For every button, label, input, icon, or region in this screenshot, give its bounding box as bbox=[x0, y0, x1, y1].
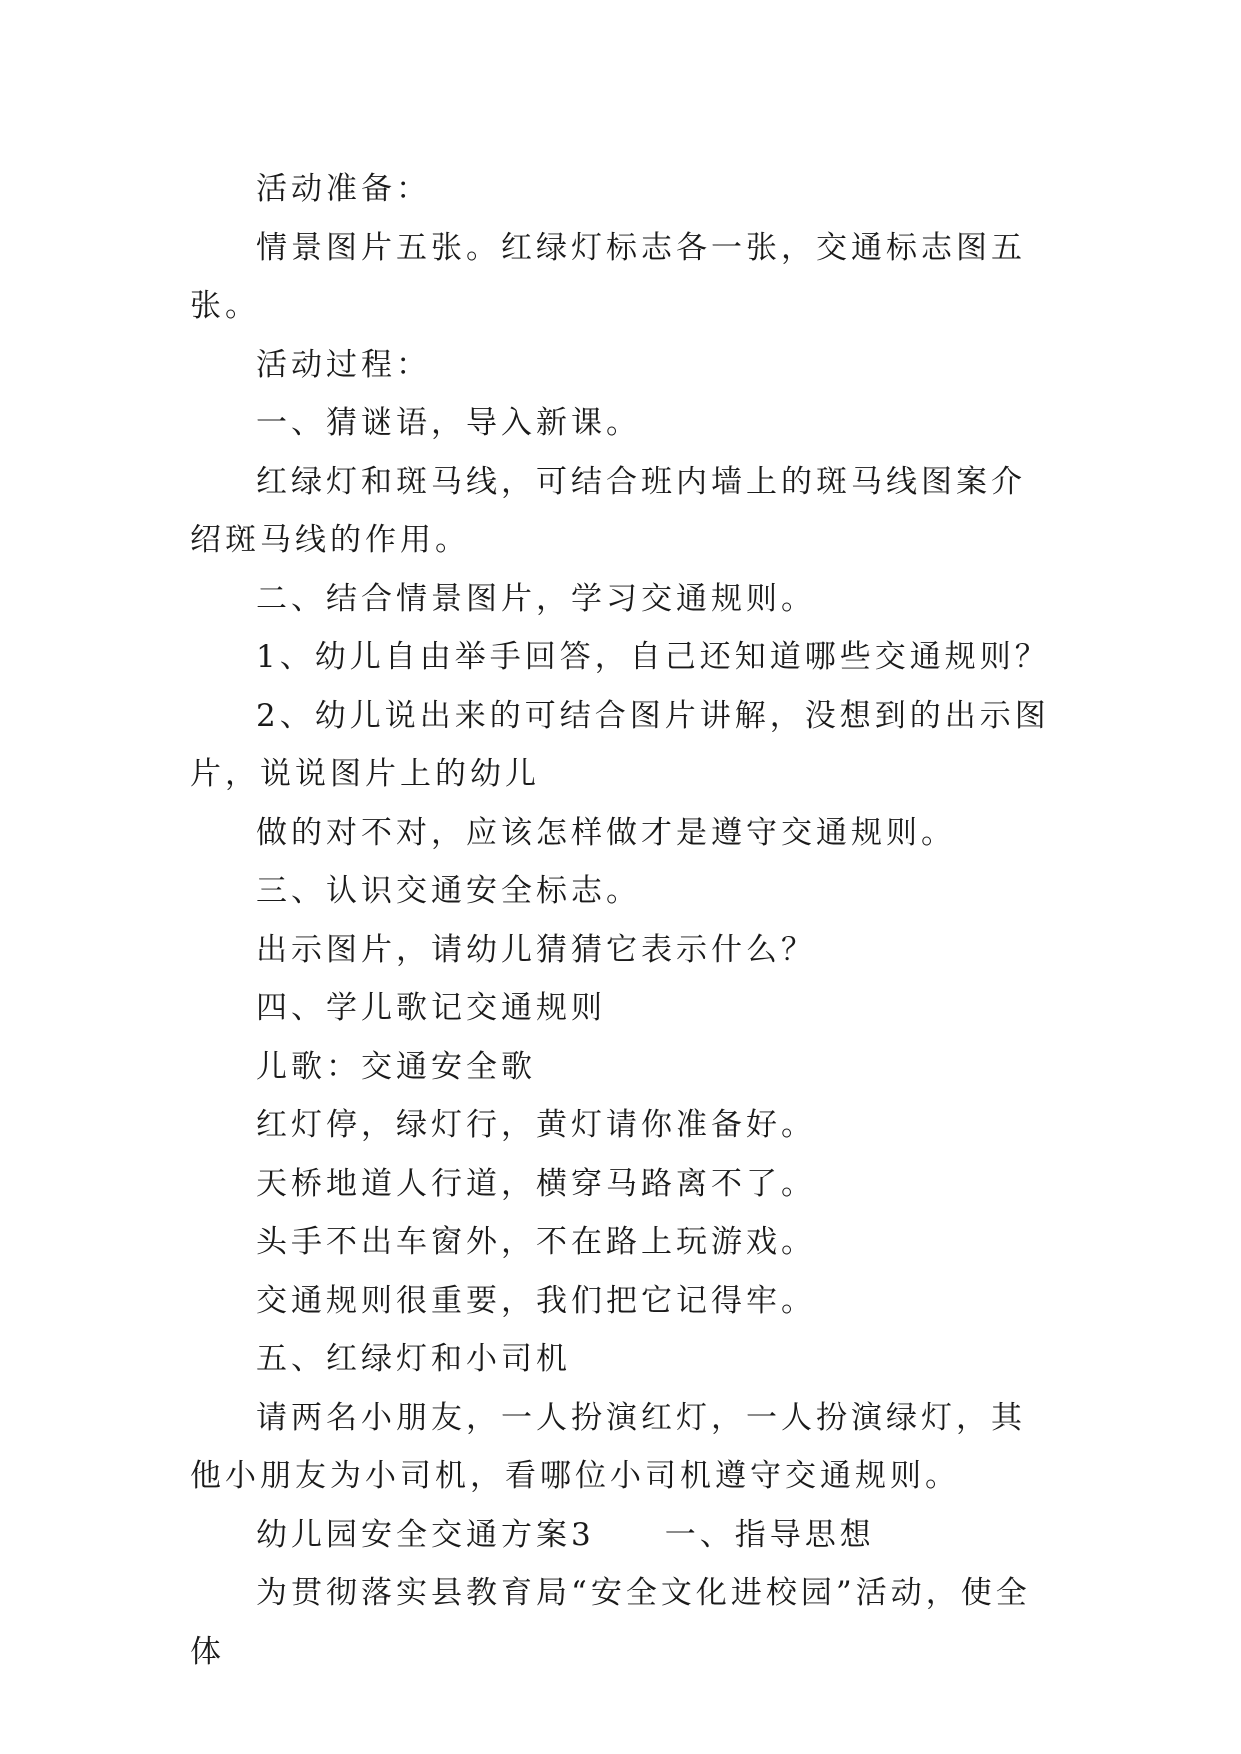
paragraph: 1、幼儿自由举手回答，自己还知道哪些交通规则？ bbox=[256, 639, 1050, 675]
paragraph: 活动过程： bbox=[256, 346, 431, 383]
section-heading-title: 幼儿园安全交通方案3 bbox=[256, 1516, 595, 1553]
paragraph: 情景图片五张。红绿灯标志各一张，交通标志图五张。 bbox=[190, 229, 1026, 324]
paragraph: 天桥地道人行道，横穿马路离不了。 bbox=[256, 1165, 816, 1202]
paragraph: 红绿灯和斑马线，可结合班内墙上的斑马线图案介绍斑马线的作用。 bbox=[190, 463, 1026, 558]
paragraph: 头手不出车窗外，不在路上玩游戏。 bbox=[256, 1224, 816, 1260]
paragraph: 出示图片，请幼儿猜猜它表示什么？ bbox=[256, 931, 816, 968]
document-body bbox=[190, 160, 1060, 1681]
paragraph: 三、认识交通安全标志。 bbox=[256, 873, 641, 909]
section-heading bbox=[190, 1506, 1060, 1565]
paragraph: 做的对不对，应该怎样做才是遵守交通规则。 bbox=[256, 814, 956, 851]
paragraph: 请两名小朋友，一人扮演红灯，一人扮演绿灯，其他小朋友为小司机，看哪位小司机遵守交通规则。 bbox=[190, 1399, 1026, 1494]
paragraph: 四、学儿歌记交通规则 bbox=[256, 990, 606, 1026]
paragraph: 一、猜谜语，导入新课。 bbox=[256, 405, 641, 441]
paragraph: 五、红绿灯和小司机 bbox=[256, 1341, 571, 1377]
paragraph: 红灯停，绿灯行，黄灯请你准备好。 bbox=[256, 1107, 816, 1143]
paragraph: 交通规则很重要，我们把它记得牢。 bbox=[256, 1282, 816, 1319]
paragraph: 儿歌：交通安全歌 bbox=[256, 1048, 536, 1085]
paragraph: 活动准备： bbox=[256, 171, 431, 207]
paragraph: 二、结合情景图片，学习交通规则。 bbox=[256, 580, 816, 617]
section-heading-subtitle: 一、指导思想 bbox=[664, 1516, 875, 1553]
paragraph: 2、幼儿说出来的可结合图片讲解，没想到的出示图片，说说图片上的幼儿 bbox=[190, 697, 1050, 792]
paragraph: 为贯彻落实县教育局“安全文化进校园”活动，使全体 bbox=[190, 1575, 1031, 1670]
